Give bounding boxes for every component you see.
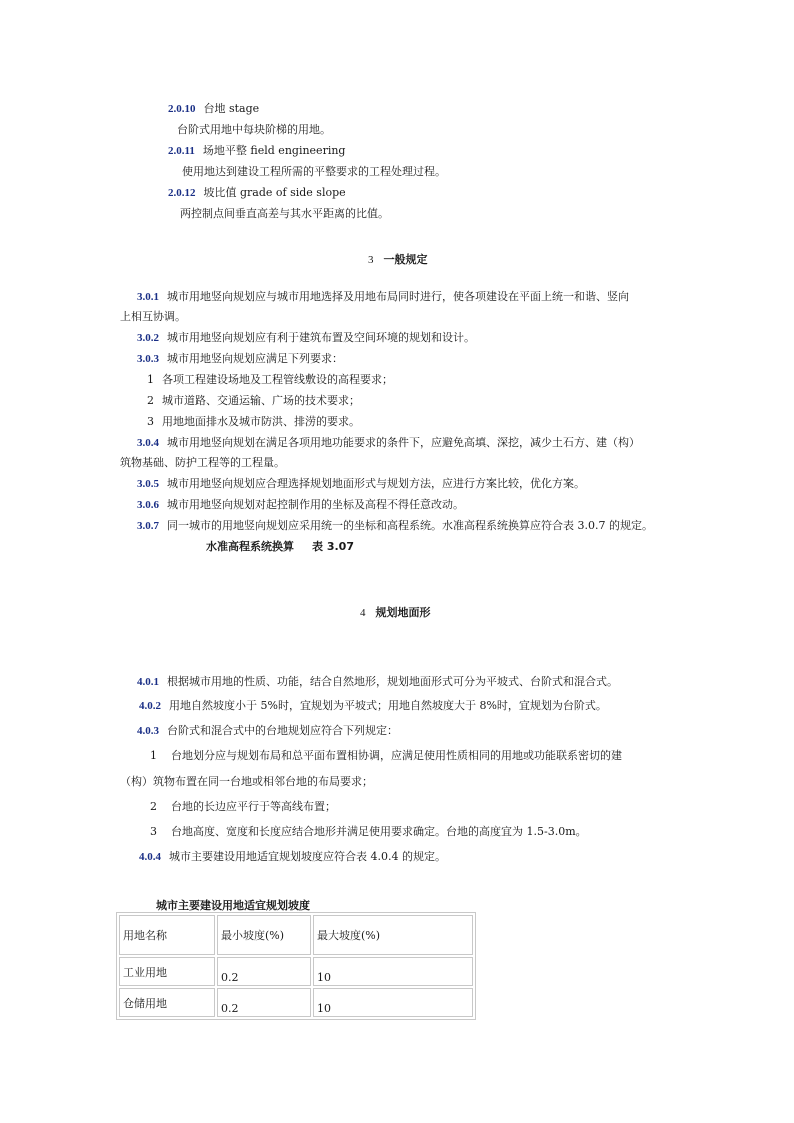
clause-number: 4.0.4 [139,851,161,863]
clause-continuation: 筑物基础、防护工程等的工程量。 [120,456,285,469]
clause-number: 3.0.3 [137,353,159,365]
table-cell: 0.2 [217,988,311,1017]
definition-desc: 使用地达到建设工程所需的平整要求的工程处理过程。 [182,165,446,178]
clause-3-0-4: 3.0.4 城市用地竖向规划在满足各项用地功能要求的条件下，应避免高填、深挖，减少土石方、建（构） [137,436,640,449]
clause-number: 3.0.2 [137,332,159,344]
table-header-row [119,915,473,955]
term: 台地 stage [203,102,260,115]
list-item: 3 台地高度、宽度和长度应结合地形并满足使用要求确定。台地的高度宜为 1.5-3.0m。 [150,825,587,838]
clause-number: 4.0.3 [137,725,159,737]
table-cell: 工业用地 [119,957,215,986]
clause-number: 2.0.12 [168,187,196,199]
list-item: 2 台地的长边应平行于等高线布置； [150,800,336,813]
clause-3-0-3: 3.0.3 城市用地竖向规划应满足下列要求： [137,352,343,365]
clause-continuation: 上相互协调。 [120,310,186,323]
definition-desc: 台阶式用地中每块阶梯的用地。 [177,123,331,136]
clause-number: 3.0.7 [137,520,159,532]
clause-4-0-3: 4.0.3 台阶式和混合式中的台地规划应符合下列规定： [137,724,398,737]
clause-number: 2.0.10 [168,103,196,115]
section-heading: 3 一般规定 [368,253,428,266]
clause-number: 2.0.11 [168,145,195,157]
clause-number: 4.0.2 [139,700,161,712]
header-cell: 用地名称 [119,915,215,955]
table-title: 城市主要建设用地适宜规划坡度 [156,899,310,912]
clause-3-0-6: 3.0.6 城市用地竖向规划对起控制作用的坐标及高程不得任意改动。 [137,498,464,511]
clause-3-0-1: 3.0.1 城市用地竖向规划应与城市用地选择及用地布局同时进行，使各项建设在平面上统一和谐、竖向 [137,290,629,303]
table-cell: 10 [313,988,473,1017]
list-item: 1 各项工程建设场地及工程管线敷设的高程要求； [147,373,393,386]
section-heading: 4 规划地面形 [360,606,431,619]
table-cell: 仓储用地 [119,988,215,1017]
term: 坡比值 grade of side slope [203,186,346,199]
clause-4-0-1: 4.0.1 根据城市用地的性质、功能，结合自然地形，规划地面形式可分为平坡式、台阶式和混合式。 [137,675,618,688]
clause-number: 3.0.6 [137,499,159,511]
clause-number: 3.0.5 [137,478,159,490]
clause-number: 3.0.4 [137,437,159,449]
list-item: 1 台地划分应与规划布局和总平面布置相协调，应满足使用性质相同的用地或功能联系密切的建 [150,749,622,762]
slope-table [116,912,476,1020]
definition-2-0-10 [168,100,259,116]
clause-4-0-2: 4.0.2 用地自然坡度小于 5%时，宜规划为平坡式；用地自然坡度大于 8%时，宜规划为台阶式。 [139,699,607,712]
clause-3-0-2: 3.0.2 城市用地竖向规划应有利于建筑布置及空间环境的规划和设计。 [137,331,475,344]
clause-4-0-4: 4.0.4 城市主要建设用地适宜规划坡度应符合表 4.0.4 的规定。 [139,850,446,863]
header-cell: 最大坡度(%) [313,915,473,955]
table-row [119,957,473,986]
header-cell: 最小坡度(%) [217,915,311,955]
list-item: 2 城市道路、交通运输、广场的技术要求； [147,394,360,407]
definition-2-0-11 [168,142,345,158]
table-cell: 10 [313,957,473,986]
term: 场地平整 field engineering [202,144,346,157]
clause-continuation: （构）筑物布置在同一台地或相邻台地的布局要求； [120,775,373,788]
clause-number: 3.0.1 [137,291,159,303]
table-cell: 0.2 [217,957,311,986]
clause-3-0-5: 3.0.5 城市用地竖向规划应合理选择规划地面形式与规划方法，应进行方案比较，优化方案。 [137,477,585,490]
definition-desc: 两控制点间垂直高差与其水平距离的比值。 [180,207,389,220]
table-row [119,988,473,1017]
clause-number: 4.0.1 [137,676,159,688]
list-item: 3 用地地面排水及城市防洪、排涝的要求。 [147,415,360,428]
definition-2-0-12 [168,184,346,200]
table-caption: 水准高程系统换算 表 3.07 [206,540,354,553]
clause-3-0-7: 3.0.7 同一城市的用地竖向规划应采用统一的坐标和高程系统。水准高程系统换算应符合表 3.0.7 的规定。 [137,519,653,532]
